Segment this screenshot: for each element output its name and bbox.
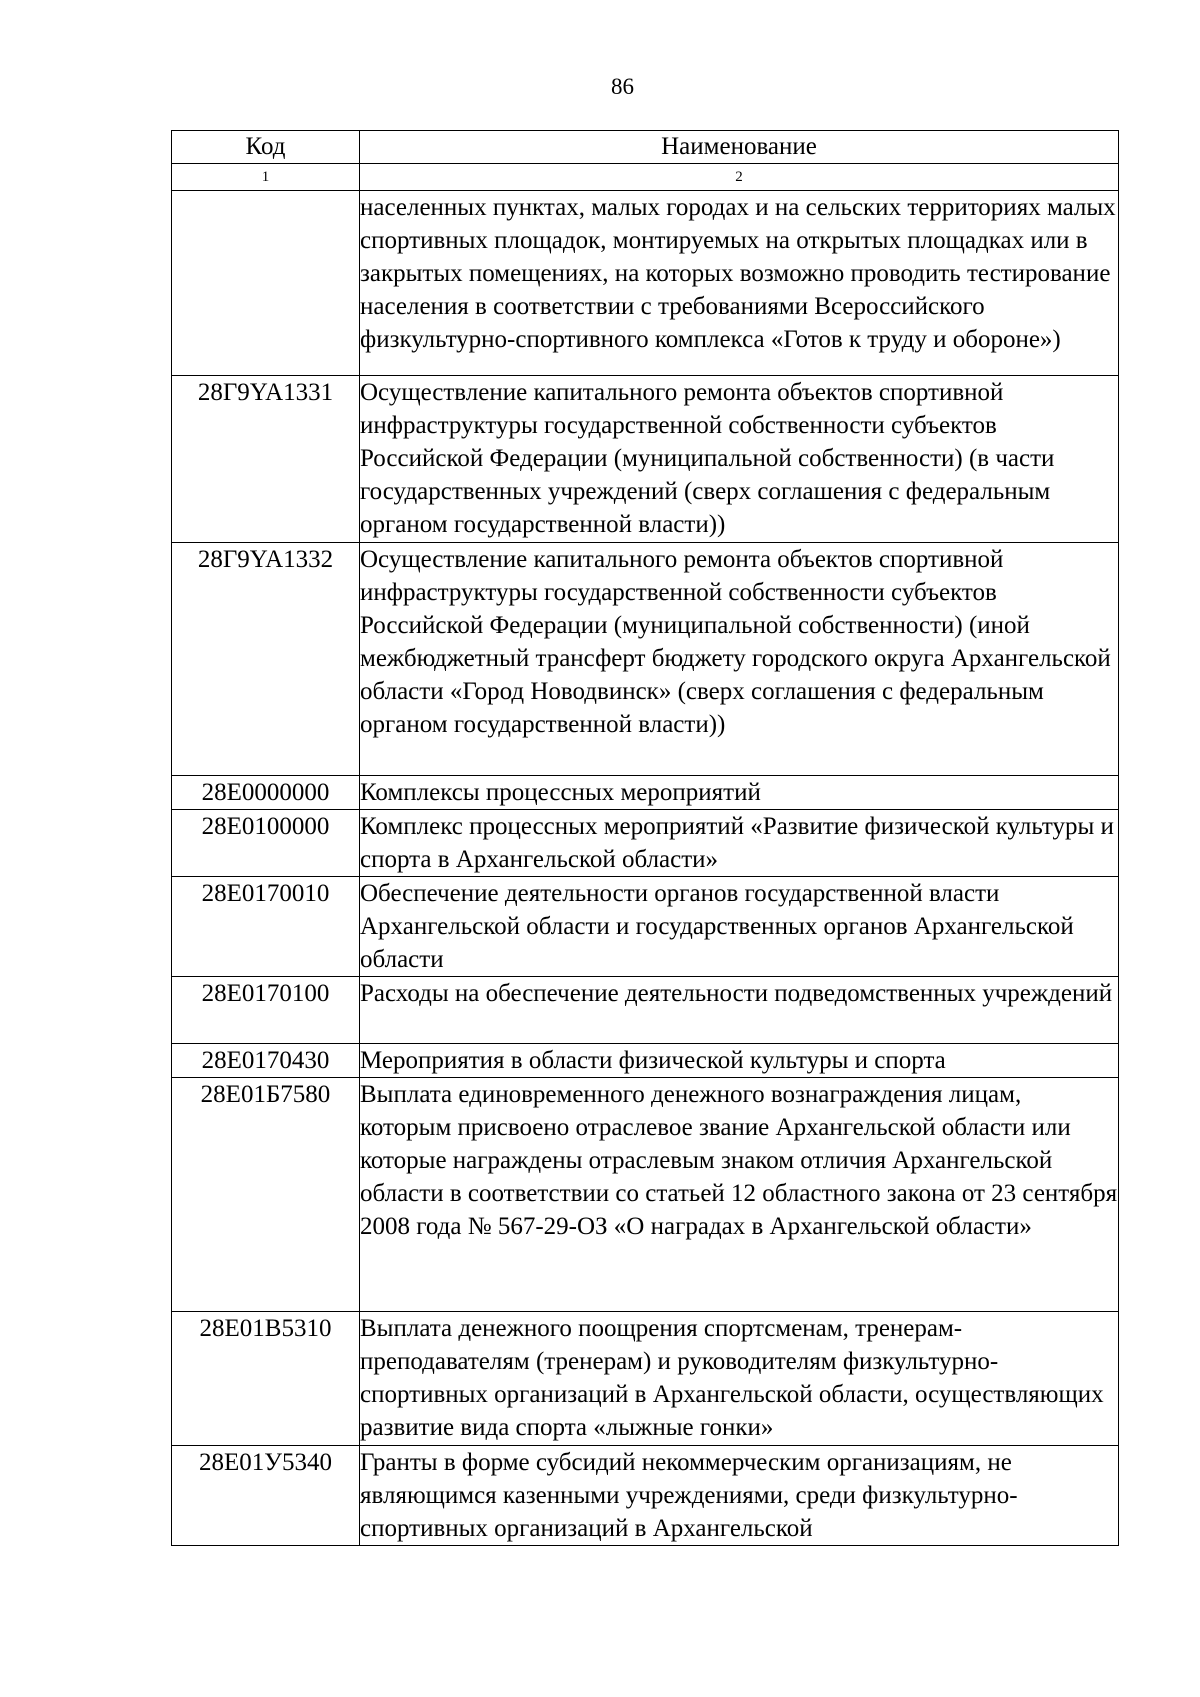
column-number-row [172,164,1119,191]
table-row [172,543,1119,776]
column-number-name: 2 [360,164,1119,191]
budget-classification-table [171,130,1119,1546]
row-code: 28Е01В5310 [172,1312,360,1446]
row-code: 28Е01Б7580 [172,1078,360,1312]
table-row [172,1044,1119,1078]
row-name: Выплата денежного поощрения спортсменам, тренерам-преподавателям (тренерам) и руководителям физкультурно-спортивных организаций в Архангельской области, осуществляющих развитие вида спорта «лыжные гонки» [360,1312,1119,1446]
table-row [172,1446,1119,1546]
row-name: Гранты в форме субсидий некоммерческим организациям, не являющимся казенными учреждениями, среди физкультурно-спортивных организаций в Архангельской [360,1446,1119,1546]
row-code: 28Е01У5340 [172,1446,360,1546]
table-row [172,376,1119,543]
row-name: Осуществление капитального ремонта объектов спортивной инфраструктуры государственной собственности субъектов Российской Федерации (муниципальной собственности) (в части государственных учреждений (сверх соглашения с федеральным органом государственной власти)) [360,376,1119,543]
row-code: 28Г9YA1331 [172,376,360,543]
row-name: Осуществление капитального ремонта объектов спортивной инфраструктуры государственной собственности субъектов Российской Федерации (муниципальной собственности) (иной межбюджетный трансферт бюджету городского округа Архангельской области «Город Новодвинск» (сверх соглашения с федеральным органом государственной власти)) [360,543,1119,776]
row-name: Комплекс процессных мероприятий «Развитие физической культуры и спорта в Архангельской области» [360,810,1119,877]
row-name: Комплексы процессных мероприятий [360,776,1119,810]
table-row [172,776,1119,810]
table-header-row [172,131,1119,164]
row-name: населенных пунктах, малых городах и на сельских территориях малых спортивных площадок, монтируемых на открытых площадках или в закрытых помещениях, на которых возможно проводить тестирование населения в соответствии с требованиями Всероссийского физкультурно-спортивного комплекса «Готов к труду и обороне») [360,191,1119,376]
table-row [172,977,1119,1044]
row-code: 28Е0170100 [172,977,360,1044]
page-number: 86 [611,74,634,99]
row-code: 28Е0170430 [172,1044,360,1078]
row-code: 28Г9YA1332 [172,543,360,776]
table-row [172,1312,1119,1446]
header-name: Наименование [360,131,1119,164]
row-name: Выплата единовременного денежного вознаграждения лицам, которым присвоено отраслевое звание Архангельской области или которые награждены отраслевым знаком отличия Архангельской области в соответствии со статьей 12 областного закона от 23 сентября 2008 года № 567-29-ОЗ «О наградах в Архангельской области» [360,1078,1119,1312]
table-row [172,810,1119,877]
row-code: 28Е0100000 [172,810,360,877]
row-name: Обеспечение деятельности органов государственной власти Архангельской области и государственных органов Архангельской области [360,877,1119,977]
row-code: 28Е0000000 [172,776,360,810]
row-name: Мероприятия в области физической культуры и спорта [360,1044,1119,1078]
table-row [172,877,1119,977]
row-name: Расходы на обеспечение деятельности подведомственных учреждений [360,977,1119,1044]
header-code: Код [172,131,360,164]
table-row [172,1078,1119,1312]
row-code [172,191,360,376]
row-code: 28Е0170010 [172,877,360,977]
table-row [172,191,1119,376]
column-number-code: 1 [172,164,360,191]
